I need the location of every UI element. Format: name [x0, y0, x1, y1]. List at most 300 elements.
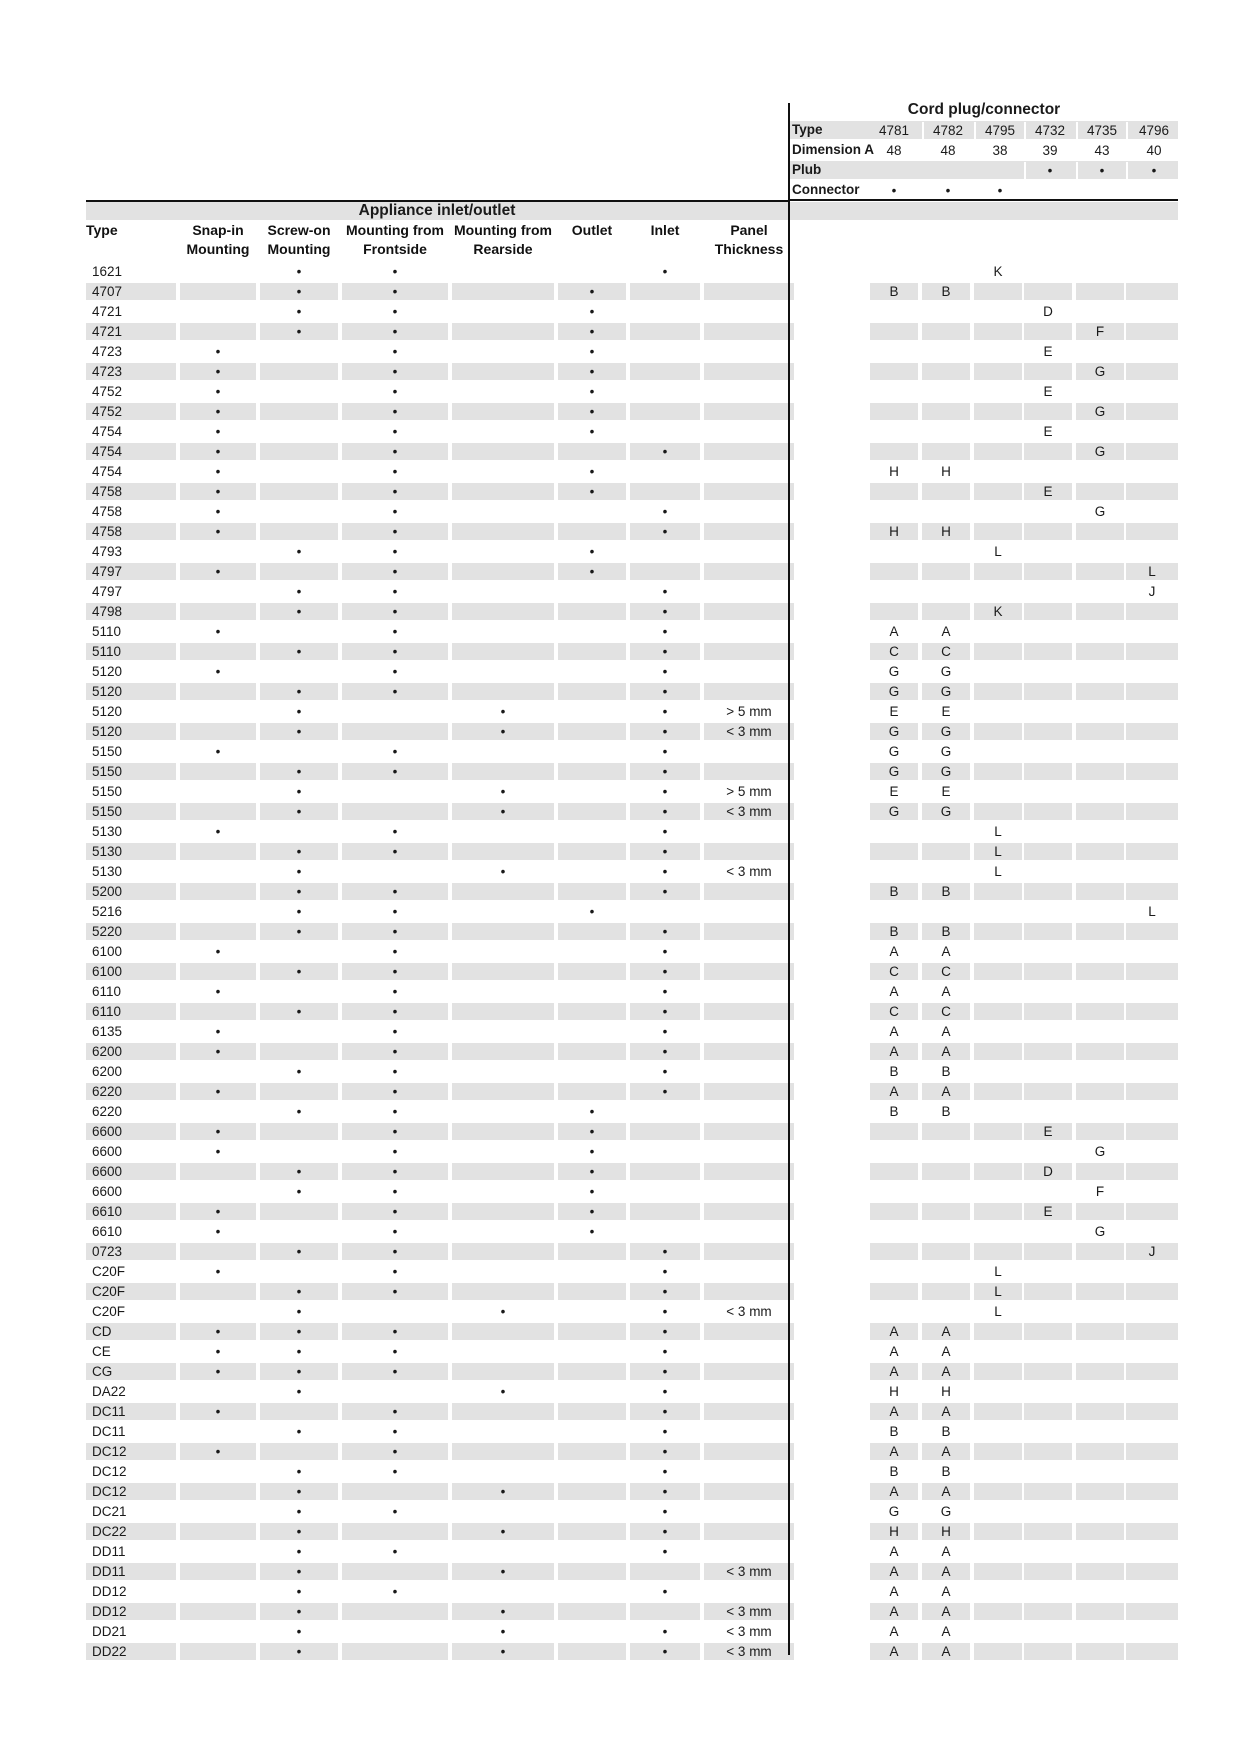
table-cell: B [941, 1424, 951, 1439]
table-cell: G [940, 1504, 952, 1519]
table-cell [180, 1183, 256, 1200]
table-cell [1126, 503, 1178, 520]
table-cell [630, 543, 700, 560]
table-cell [974, 663, 1022, 680]
table-cell [558, 1083, 626, 1100]
table-cell [1126, 963, 1178, 980]
table-cell [452, 603, 554, 620]
table-cell: G [870, 763, 918, 780]
table-cell [922, 383, 970, 400]
right-dimension-cell: 38 [974, 142, 1024, 159]
table-cell [1126, 863, 1178, 880]
table-cell: H [870, 523, 918, 540]
table-cell [704, 1083, 794, 1100]
table-cell: • [342, 1323, 448, 1340]
table-cell [704, 403, 794, 420]
type-cell: 4754 [92, 464, 123, 479]
table-cell [974, 1003, 1022, 1020]
table-cell [704, 1023, 794, 1040]
table-cell: • [392, 1064, 398, 1079]
table-cell: • [296, 1464, 302, 1479]
table-cell: • [342, 1003, 448, 1020]
table-cell [558, 1583, 626, 1600]
table-cell [452, 1043, 554, 1060]
table-cell [558, 443, 626, 460]
table-cell: • [630, 843, 700, 860]
table-cell: • [260, 843, 338, 860]
table-cell: J [1126, 1243, 1178, 1260]
table-cell: • [342, 883, 448, 900]
table-cell [342, 1623, 448, 1640]
table-cell: E [1024, 1123, 1072, 1140]
table-cell [1024, 1043, 1072, 1060]
table-cell [558, 963, 626, 980]
table-cell: • [296, 1344, 302, 1359]
table-cell: L [974, 1283, 1022, 1300]
table-cell: < 3 mm [726, 1304, 772, 1319]
table-cell [922, 503, 970, 520]
table-cell: G [1076, 363, 1124, 380]
table-cell [974, 1063, 1022, 1080]
table-cell [1126, 943, 1178, 960]
column-header-line2: Frontside [363, 241, 427, 257]
table-cell: A [941, 944, 951, 959]
table-cell [704, 1543, 794, 1560]
table-cell [870, 343, 918, 360]
table-row [86, 822, 1178, 840]
table-cell: D [1024, 1163, 1072, 1180]
table-cell [452, 323, 554, 340]
table-cell [558, 1463, 626, 1480]
table-row [86, 1522, 1178, 1540]
table-cell: • [662, 1264, 668, 1279]
table-cell: E [941, 784, 951, 799]
table-cell [974, 943, 1022, 960]
table-cell [260, 483, 338, 500]
table-cell [704, 483, 794, 500]
table-cell [452, 563, 554, 580]
table-cell [1024, 803, 1072, 820]
table-cell [922, 323, 970, 340]
table-cell: • [662, 1384, 668, 1399]
table-cell [1126, 603, 1178, 620]
table-cell: • [296, 1504, 302, 1519]
table-cell [704, 523, 794, 540]
table-cell [452, 343, 554, 360]
table-cell: • [558, 403, 626, 420]
table-cell: • [500, 1304, 506, 1319]
right-connector-cell: • [974, 182, 1024, 199]
table-cell [1076, 863, 1124, 880]
table-cell: L [994, 864, 1002, 879]
table-cell: • [500, 1384, 506, 1399]
table-cell [558, 683, 626, 700]
table-cell [1076, 843, 1124, 860]
table-cell [630, 1603, 700, 1620]
type-cell: DD21 [92, 1624, 127, 1639]
table-cell [974, 1383, 1022, 1400]
table-cell: G [888, 1504, 900, 1519]
table-row [86, 682, 1178, 700]
table-cell [704, 283, 794, 300]
table-cell [452, 1003, 554, 1020]
table-row [86, 1342, 1178, 1360]
table-cell: • [260, 803, 338, 820]
table-cell: • [260, 1243, 338, 1260]
table-cell [1024, 363, 1072, 380]
type-cell: 6220 [92, 1104, 123, 1119]
table-cell [180, 1163, 256, 1180]
table-cell [974, 623, 1022, 640]
table-cell [922, 903, 970, 920]
table-cell [1076, 1643, 1124, 1660]
table-cell [1024, 603, 1072, 620]
table-cell [452, 843, 554, 860]
table-row [86, 1282, 1178, 1300]
table-cell: A [922, 1323, 970, 1340]
table-cell [1076, 1343, 1124, 1360]
table-cell [922, 583, 970, 600]
table-cell [1076, 1063, 1124, 1080]
table-cell [452, 1063, 554, 1080]
table-cell [704, 1583, 794, 1600]
table-cell [342, 1603, 448, 1620]
table-cell [1126, 1063, 1178, 1080]
table-cell: • [452, 1483, 554, 1500]
table-cell [1024, 943, 1072, 960]
table-cell: • [630, 443, 700, 460]
table-cell [974, 803, 1022, 820]
type-cell: 4797 [86, 563, 176, 580]
table-row [86, 442, 1178, 460]
table-cell: • [500, 864, 506, 879]
table-row [86, 1482, 1178, 1500]
table-cell [452, 643, 554, 660]
table-cell [704, 1243, 794, 1260]
table-cell: A [922, 1083, 970, 1100]
table-cell [558, 703, 626, 720]
table-cell [1076, 1483, 1124, 1500]
table-cell [1076, 883, 1124, 900]
table-cell: • [392, 544, 398, 559]
table-cell: • [260, 1323, 338, 1340]
table-cell: • [260, 723, 338, 740]
table-cell [974, 1503, 1022, 1520]
table-row [86, 902, 1178, 920]
table-cell: • [342, 1403, 448, 1420]
table-cell [180, 1103, 256, 1120]
table-cell: • [180, 483, 256, 500]
table-cell [870, 1303, 918, 1320]
table-cell: • [296, 1424, 302, 1439]
table-cell [1076, 923, 1124, 940]
table-cell: H [889, 1384, 899, 1399]
column-header-line2: Mounting [267, 241, 331, 257]
table-cell: • [342, 283, 448, 300]
table-cell [922, 1203, 970, 1220]
table-cell [260, 403, 338, 420]
table-cell [1024, 1603, 1072, 1620]
table-cell [1076, 943, 1124, 960]
table-cell [1076, 423, 1124, 440]
table-cell [1126, 283, 1178, 300]
table-cell: • [180, 443, 256, 460]
table-cell [1126, 623, 1178, 640]
table-cell [1126, 1363, 1178, 1380]
table-cell [1024, 1543, 1072, 1560]
table-cell [1024, 283, 1072, 300]
table-cell: A [889, 1624, 899, 1639]
table-cell [870, 503, 918, 520]
table-cell [870, 403, 918, 420]
table-cell [558, 823, 626, 840]
table-cell [452, 963, 554, 980]
table-cell: G [1076, 403, 1124, 420]
table-cell: G [888, 744, 900, 759]
table-cell [180, 1283, 256, 1300]
table-cell [1076, 823, 1124, 840]
table-cell [452, 1223, 554, 1240]
table-cell: • [558, 1163, 626, 1180]
type-cell: 5120 [92, 704, 123, 719]
table-cell [870, 603, 918, 620]
type-cell: C20F [92, 1304, 126, 1319]
table-cell: • [296, 904, 302, 919]
type-cell: CD [86, 1323, 176, 1340]
table-cell [974, 1623, 1022, 1640]
table-cell [630, 1123, 700, 1140]
table-cell: • [180, 1043, 256, 1060]
table-cell: G [888, 664, 900, 679]
table-row [86, 422, 1178, 440]
type-cell: 1621 [92, 264, 123, 279]
table-cell: • [589, 904, 595, 919]
column-header [704, 221, 794, 259]
table-cell: • [342, 923, 448, 940]
table-cell [1126, 1303, 1178, 1320]
table-cell: A [889, 1584, 899, 1599]
table-cell [180, 1483, 256, 1500]
table-cell [342, 803, 448, 820]
type-cell: 6600 [86, 1123, 176, 1140]
table-cell: • [180, 1363, 256, 1380]
type-cell: DD22 [86, 1643, 176, 1660]
table-cell: A [922, 1483, 970, 1500]
table-cell [922, 863, 970, 880]
table-cell [1024, 863, 1072, 880]
type-cell: 4754 [86, 443, 176, 460]
table-cell: • [260, 1483, 338, 1500]
table-cell [1024, 1023, 1072, 1040]
table-row [86, 1202, 1178, 1220]
table-row [86, 1602, 1178, 1620]
type-cell: DD11 [86, 1563, 176, 1580]
type-cell: 4758 [86, 523, 176, 540]
table-cell: • [215, 944, 221, 959]
table-cell [1126, 1203, 1178, 1220]
table-cell: • [392, 904, 398, 919]
table-cell: • [662, 864, 668, 879]
table-cell: • [260, 763, 338, 780]
column-header-line1: Snap-in [192, 222, 244, 238]
table-cell: • [500, 784, 506, 799]
table-cell [1024, 263, 1072, 280]
table-cell [1024, 1223, 1072, 1240]
table-cell [260, 1223, 338, 1240]
table-cell [704, 343, 794, 360]
table-cell [704, 1263, 794, 1280]
table-cell [558, 943, 626, 960]
table-cell: < 3 mm [726, 1624, 772, 1639]
table-cell [1024, 763, 1072, 780]
table-cell [1076, 683, 1124, 700]
table-cell: • [662, 1344, 668, 1359]
table-cell: • [296, 1304, 302, 1319]
column-header-line1: Mounting from [454, 222, 552, 238]
column-header-line1: Mounting from [346, 222, 444, 238]
table-cell: • [215, 504, 221, 519]
table-cell [180, 323, 256, 340]
table-cell [180, 1643, 256, 1660]
table-cell [704, 823, 794, 840]
table-cell [1126, 1123, 1178, 1140]
table-cell [452, 763, 554, 780]
table-cell [180, 1423, 256, 1440]
table-cell [558, 1043, 626, 1060]
table-cell: • [260, 923, 338, 940]
table-cell [974, 743, 1022, 760]
table-cell [870, 863, 918, 880]
column-header-line2: Thickness [714, 241, 784, 257]
table-cell [452, 523, 554, 540]
table-cell [704, 443, 794, 460]
table-cell [922, 1123, 970, 1140]
table-row [86, 1062, 1178, 1080]
table-cell [630, 343, 700, 360]
table-cell: B [922, 283, 970, 300]
table-cell [870, 583, 918, 600]
table-cell [1076, 1303, 1124, 1320]
table-cell [452, 1543, 554, 1560]
table-cell [630, 383, 700, 400]
type-cell: 5120 [86, 683, 176, 700]
table-cell: • [392, 944, 398, 959]
table-row [86, 1042, 1178, 1060]
table-cell [342, 1383, 448, 1400]
type-cell: 5150 [92, 784, 123, 799]
table-cell: G [1094, 1144, 1106, 1159]
type-cell: DC11 [92, 1424, 126, 1439]
table-row [86, 1422, 1178, 1440]
table-cell: L [974, 843, 1022, 860]
table-row [86, 302, 1178, 320]
table-cell: • [260, 323, 338, 340]
table-cell [260, 443, 338, 460]
table-cell [452, 943, 554, 960]
table-cell [704, 1363, 794, 1380]
table-cell [974, 1203, 1022, 1220]
table-cell: • [180, 1123, 256, 1140]
table-cell: A [870, 1643, 918, 1660]
table-cell: A [889, 984, 899, 999]
table-cell [974, 783, 1022, 800]
table-cell [1024, 843, 1072, 860]
table-cell [452, 983, 554, 1000]
table-cell [870, 563, 918, 580]
table-cell [558, 1283, 626, 1300]
table-cell: G [870, 683, 918, 700]
table-cell: • [630, 1083, 700, 1100]
table-cell [452, 1263, 554, 1280]
table-cell [704, 923, 794, 940]
table-cell [1024, 1503, 1072, 1520]
table-cell: • [296, 1624, 302, 1639]
table-cell [342, 1523, 448, 1540]
table-cell [260, 363, 338, 380]
table-cell: • [342, 963, 448, 980]
table-cell [1126, 343, 1178, 360]
cord-plug-title: Cord plug/connector [907, 101, 1061, 118]
table-cell: • [630, 1243, 700, 1260]
table-cell [558, 1243, 626, 1260]
table-cell: • [296, 704, 302, 719]
table-cell: G [922, 803, 970, 820]
table-cell: A [870, 1043, 918, 1060]
table-cell: E [1043, 344, 1053, 359]
table-cell: • [215, 664, 221, 679]
table-cell [630, 463, 700, 480]
table-cell [922, 263, 970, 280]
table-cell [1024, 1003, 1072, 1020]
table-cell: • [296, 1584, 302, 1599]
table-cell: B [870, 883, 918, 900]
table-cell [1024, 1423, 1072, 1440]
table-cell [1024, 823, 1072, 840]
table-cell: • [296, 544, 302, 559]
type-cell: 5220 [86, 923, 176, 940]
table-cell: • [662, 784, 668, 799]
table-cell [1126, 883, 1178, 900]
column-header [180, 221, 256, 259]
table-row [86, 942, 1178, 960]
table-cell [1076, 1503, 1124, 1520]
right-type-cell: 4795 [974, 122, 1024, 139]
table-cell [974, 1363, 1022, 1380]
table-cell [1024, 1243, 1072, 1260]
table-cell: • [342, 1163, 448, 1180]
table-cell: K [993, 264, 1003, 279]
table-cell: • [296, 1384, 302, 1399]
table-cell [452, 1183, 554, 1200]
table-cell [1024, 523, 1072, 540]
table-cell [558, 1363, 626, 1380]
table-cell: • [589, 464, 595, 479]
table-cell [1024, 743, 1072, 760]
table-cell: • [392, 504, 398, 519]
table-cell: • [342, 1363, 448, 1380]
table-cell [1076, 623, 1124, 640]
table-cell [704, 1443, 794, 1460]
table-cell [452, 1023, 554, 1040]
table-cell [704, 883, 794, 900]
table-cell: • [662, 1424, 668, 1439]
table-cell [1024, 1523, 1072, 1540]
table-cell [180, 703, 256, 720]
table-cell [1126, 1103, 1178, 1120]
table-row [86, 702, 1178, 720]
table-cell: • [662, 504, 668, 519]
table-cell [974, 503, 1022, 520]
